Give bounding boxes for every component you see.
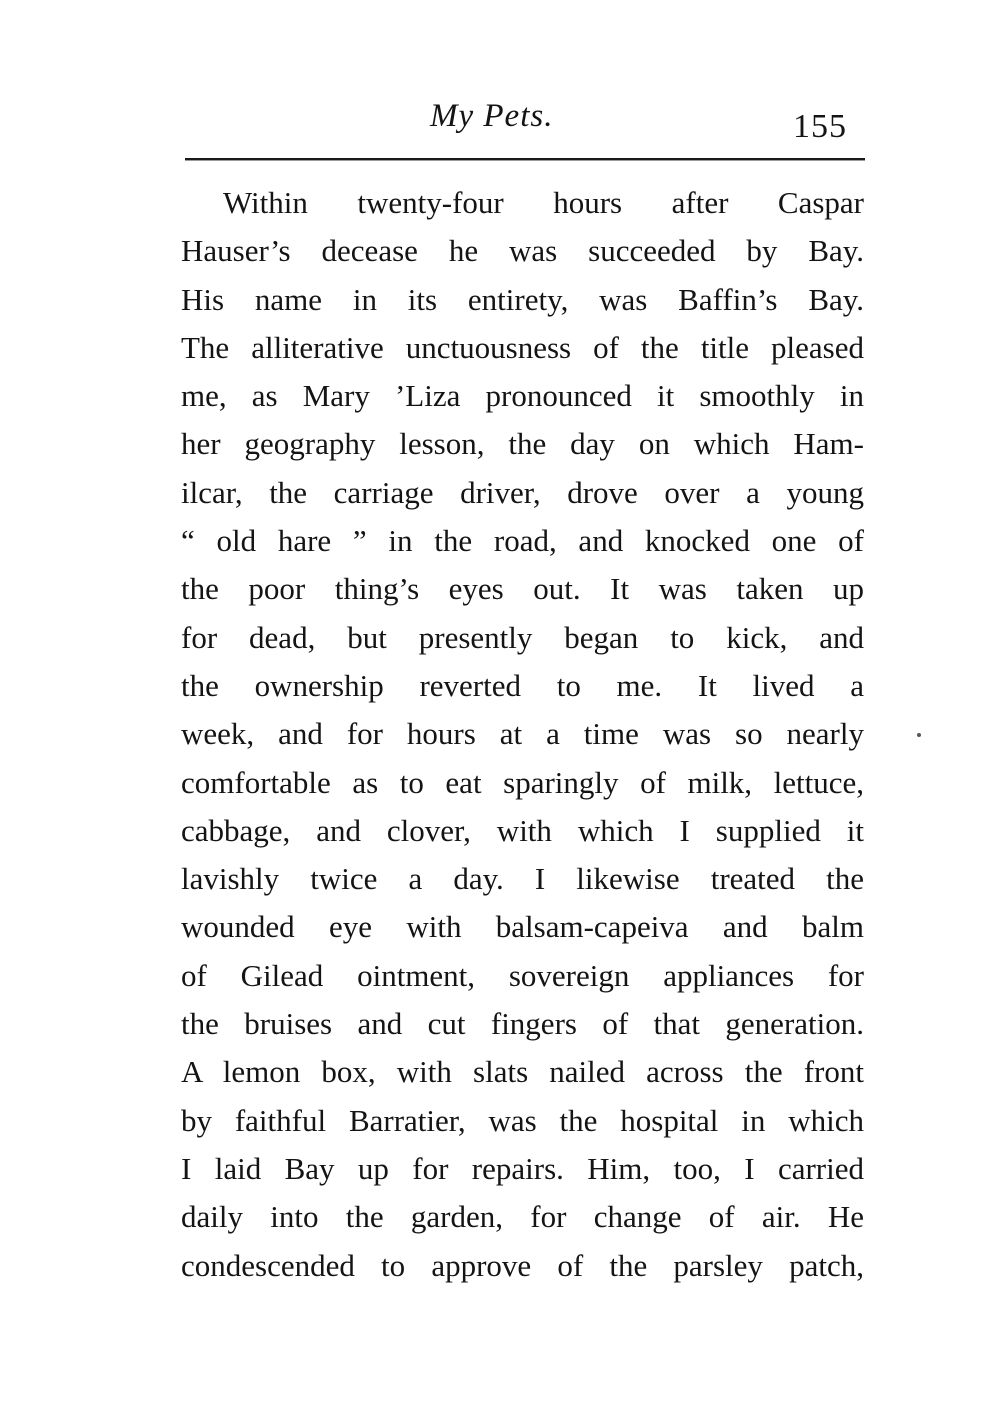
text-line: the bruises and cut fingers of that generation. <box>181 1006 864 1042</box>
text-line: cabbage, and clover, with which I supplied it <box>181 812 864 848</box>
text-line: I laid Bay up for repairs. Him, too, I carried <box>181 1150 864 1186</box>
text-line: “ old hare ” in the road, and knocked one of <box>181 523 864 559</box>
text-line: for dead, but presently began to kick, and <box>181 619 864 655</box>
text-line: the ownership reverted to me. It lived a <box>181 667 864 703</box>
text-line: His name in its entirety, was Baffin’s Bay. <box>181 281 864 317</box>
text-line: wounded eye with balsam-capeiva and balm <box>181 909 864 945</box>
page-number: 155 <box>793 108 847 145</box>
paper-speck <box>917 733 921 737</box>
running-title: My Pets. <box>430 98 554 134</box>
text-line: Within twenty-four hours after Caspar <box>223 185 864 220</box>
text-line: by faithful Barratier, was the hospital in which <box>181 1102 864 1138</box>
text-line: Hauser’s decease he was succeeded by Bay. <box>181 233 864 269</box>
text-line: the poor thing’s eyes out. It was taken up <box>181 571 864 607</box>
text-line: The alliterative unctuousness of the title pleased <box>181 329 864 365</box>
text-line: condescended to approve of the parsley patch, <box>181 1247 864 1283</box>
text-line: lavishly twice a day. I likewise treated the <box>181 861 864 897</box>
text-line: of Gilead ointment, sovereign appliances for <box>181 957 864 993</box>
header-rule-shadow <box>185 160 865 161</box>
text-line: A lemon box, with slats nailed across the front <box>181 1054 864 1090</box>
text-line: comfortable as to eat sparingly of milk, lettuce, <box>181 764 864 800</box>
text-line: me, as Mary ’Liza pronounced it smoothly in <box>181 378 864 414</box>
text-line: ilcar, the carriage driver, drove over a young <box>181 474 864 510</box>
text-line: week, and for hours at a time was so nearly <box>181 716 864 752</box>
text-line: daily into the garden, for change of air. He <box>181 1199 864 1235</box>
text-line: her geography lesson, the day on which Ham- <box>181 426 864 462</box>
body-text <box>181 179 864 1290</box>
